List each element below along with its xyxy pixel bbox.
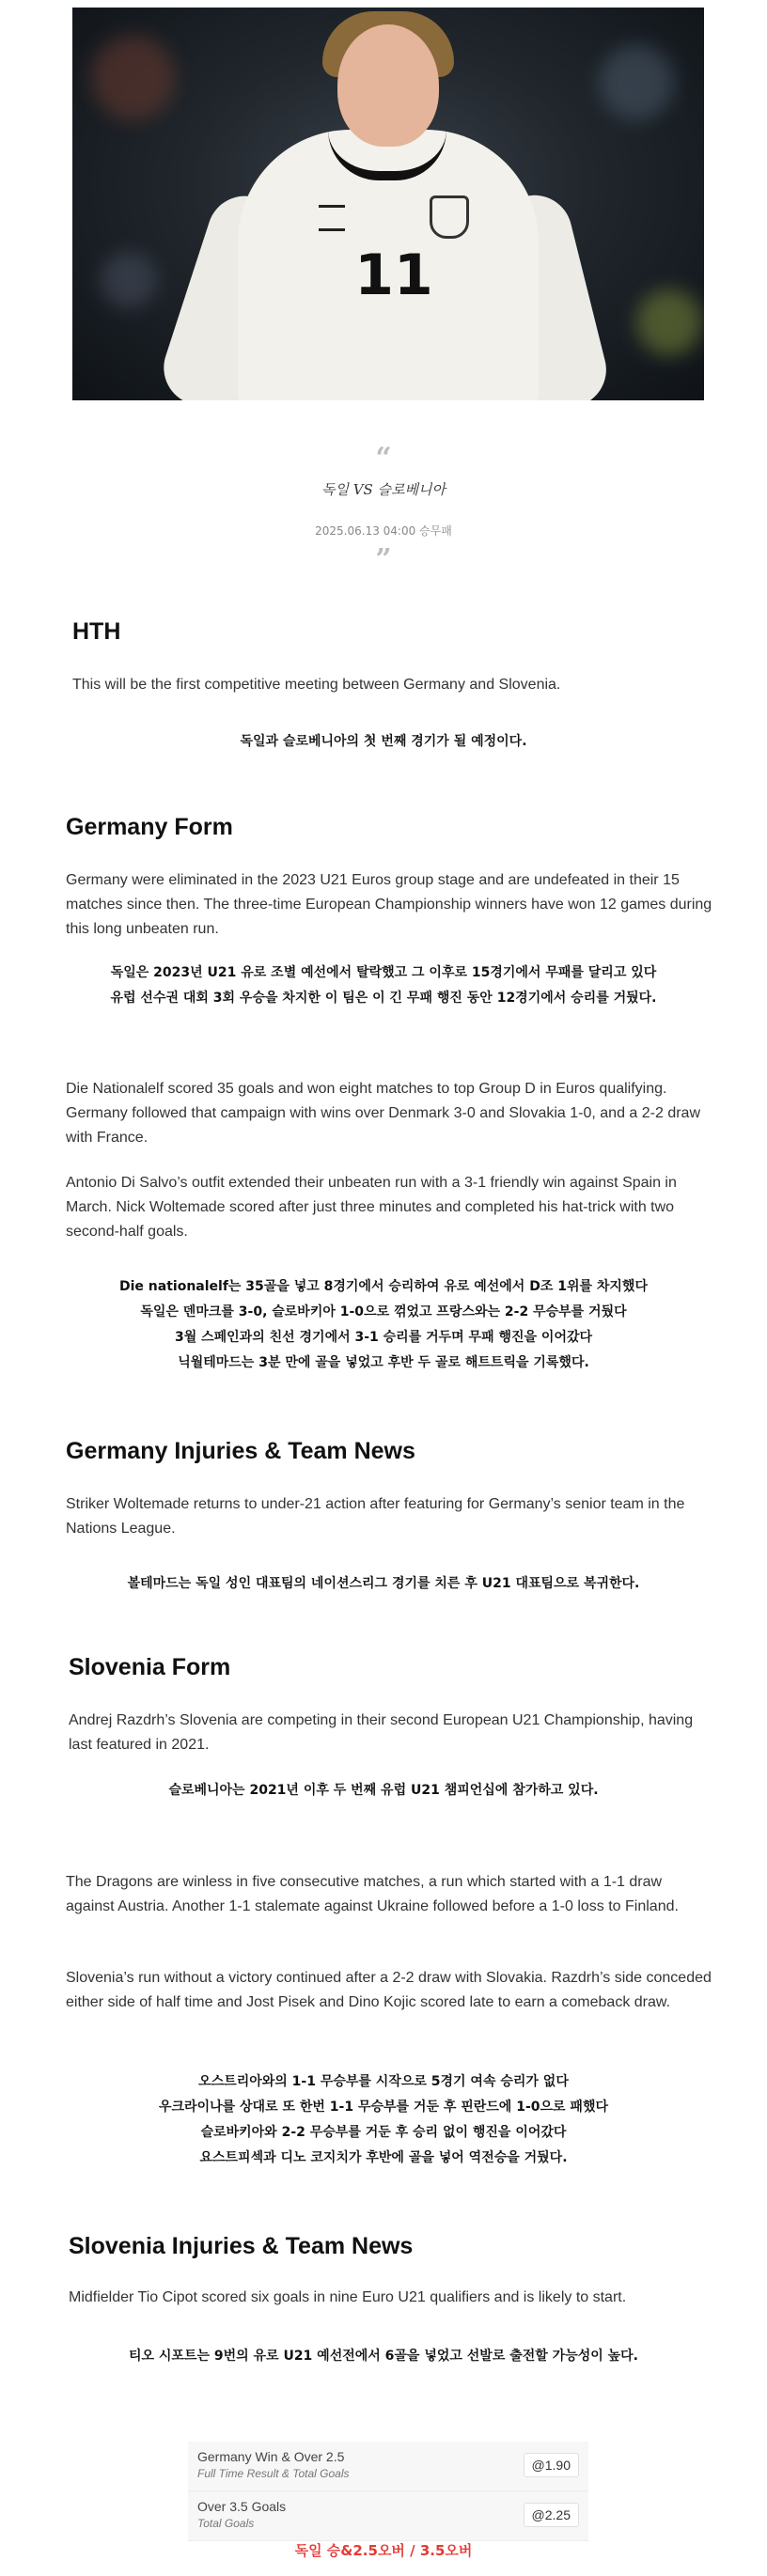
kr-line: 독일은 2023년 U21 유로 조별 예선에서 탈락했고 그 이후로 15경기에서 무패를 달리고 있다: [110, 965, 657, 980]
open-quote-icon: “: [375, 442, 392, 475]
germany-form-kr1: [56, 960, 711, 1011]
germany-news-kr: 볼테마드는 독일 성인 대표팀의 네이션스리그 경기를 치른 후 U21 대표팀으로 복귀한다.: [127, 1576, 640, 1591]
brand-logo-icon: [319, 205, 345, 231]
odds-market-sub: Total Goals: [197, 2517, 255, 2530]
odds-market: Over 3.5 Goals: [197, 2499, 287, 2514]
close-quote-icon: ”: [375, 543, 392, 576]
slovenia-form-kr1: 슬로베니아는 2021년 이후 두 번째 유럽 U21 챔피언십에 참가하고 있다.: [168, 1783, 599, 1798]
germany-form-kr2: [56, 1274, 711, 1376]
germany-form-heading: Germany Form: [66, 814, 233, 840]
slovenia-form-p1: Andrej Razdrh’s Slovenia are competing in their second European U21 Championship, having last featured in 2021.: [69, 1712, 694, 1753]
germany-form-p3: Antonio Di Salvo’s outfit extended their unbeaten run with a 3-1 friendly win against Spain in March. Nick Woltemade scored after just three minutes and completed his hat-trick with two second-half goals.: [66, 1175, 677, 1240]
odds-row[interactable]: [188, 2442, 588, 2491]
slovenia-form-kr2: [56, 2069, 711, 2171]
kr-line: Die nationalelf는 35골을 넣고 8경기에서 승리하여 유로 예선에서 D조 1위를 차지했다: [119, 1279, 648, 1294]
slovenia-form-p2: The Dragons are winless in five consecutive matches, a run which started with a 1-1 draw against Austria. Another 1-1 stalemate against Ukraine followed before a 1-0 loss to Finland.: [66, 1874, 679, 1914]
kr-line: 오스트리아와의 1-1 무승부를 시작으로 5경기 여속 승리가 없다: [198, 2074, 569, 2089]
player-head: [337, 24, 439, 147]
hth-heading: HTH: [72, 618, 121, 645]
kr-line: 요스트피섹과 디노 코지치가 후반에 골을 넣어 역전승을 거뒀다.: [199, 2150, 568, 2165]
slovenia-news-heading: Slovenia Injuries & Team News: [69, 2233, 414, 2259]
article-title: 독일 VS 슬로베니아: [321, 481, 446, 498]
article-date: 2025.06.13 04:00 승무패: [315, 524, 452, 538]
slovenia-form-heading: Slovenia Form: [69, 1654, 231, 1680]
kr-line: 유럽 선수권 대회 3회 우승을 차지한 이 팀은 이 긴 무패 행진 동안 12경기에서 승리를 거뒀다.: [110, 991, 657, 1006]
slovenia-form-p3: Slovenia’s run without a victory continued after a 2-2 draw with Slovakia. Razdrh’s side conceded either side of half time and Jost Pisek and Dino Kojic scored late to earn a comeback draw.: [66, 1970, 712, 2010]
jersey-number: 11: [354, 242, 433, 308]
germany-news-text: Striker Woltemade returns to under-21 action after featuring for Germany’s senior team in the Nations League.: [66, 1496, 685, 1537]
germany-form-p2: Die Nationalelf scored 35 goals and won eight matches to top Group D in Euros qualifying. Germany followed that campaign with wins over Denmark 3-0 and Slovakia 1-0, and a 2-2 draw with France.: [66, 1081, 700, 1146]
team-crest-icon: [430, 195, 469, 239]
odds-market: Germany Win & Over 2.5: [197, 2449, 345, 2464]
hth-text: This will be the first competitive meeting between Germany and Slovenia.: [72, 677, 561, 693]
kr-line: 우크라이나를 상대로 또 한번 1-1 무승부를 거둔 후 핀란드에 1-0으로 패했다: [159, 2100, 608, 2115]
kr-line: 3월 스페인과의 친선 경기에서 3-1 승리를 거두며 무패 행진을 이어갔다: [174, 1330, 593, 1345]
slovenia-news-kr: 티오 시포트는 9번의 유로 U21 예선전에서 6골을 넣었고 선발로 출전할 가능성이 높다.: [128, 2349, 639, 2364]
hth-kr: 독일과 슬로베니아의 첫 번째 경기가 될 예정이다.: [240, 734, 527, 749]
kr-line: 독일은 덴마크를 3-0, 슬로바키아 1-0으로 꺾었고 프랑스와는 2-2 무승부를 거뒀다: [140, 1304, 627, 1319]
slovenia-news-text: Midfielder Tio Cipot scored six goals in nine Euro U21 qualifiers and is likely to start.: [69, 2289, 627, 2305]
hero-image: [72, 8, 704, 400]
odds-price-button[interactable]: @1.90: [524, 2453, 579, 2477]
odds-row[interactable]: [188, 2491, 588, 2541]
article-header: [0, 442, 767, 475]
odds-market-sub: Full Time Result & Total Goals: [197, 2467, 350, 2480]
germany-news-heading: Germany Injuries & Team News: [66, 1438, 415, 1464]
germany-form-p1: Germany were eliminated in the 2023 U21 Euros group stage and are undefeated in their 15 matches since then. The three-time European Championship winners have won 12 games during this long unbeaten run.: [66, 872, 712, 937]
final-pick: 독일 승&2.5오버 / 3.5오버: [294, 2542, 473, 2559]
odds-table: [188, 2442, 588, 2541]
kr-line: 슬로바키아와 2-2 무승부를 거둔 후 승리 없이 행진을 이어갔다: [200, 2125, 567, 2140]
kr-line: 닉월테마드는 3분 만에 골을 넣었고 후반 두 골로 해트트릭을 기록했다.: [178, 1355, 589, 1370]
odds-price-button[interactable]: @2.25: [524, 2503, 579, 2527]
